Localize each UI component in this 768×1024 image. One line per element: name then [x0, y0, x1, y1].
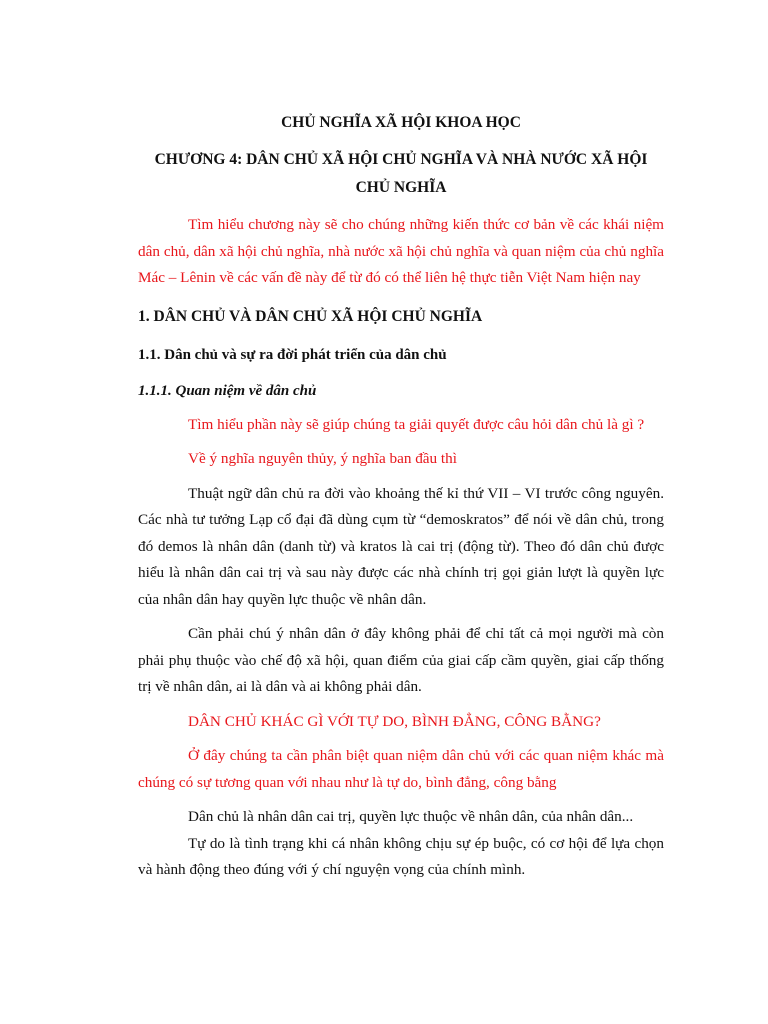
section-1-1-1-heading: 1.1.1. Quan niệm về dân chủ — [138, 382, 317, 399]
section-1-heading: 1. DÂN CHỦ VÀ DÂN CHỦ XÃ HỘI CHỦ NGHĨA — [138, 307, 483, 325]
chapter-title: CHƯƠNG 4: DÂN CHỦ XÃ HỘI CHỦ NGHĨA VÀ NHÀ NƯỚC XÃ HỘI CHỦ NGHĨA — [154, 151, 648, 196]
distinguish-paragraph: Ở đây chúng ta cần phân biệt quan niệm dân chủ với các quan niệm khác mà chúng có sự tương quan với nhau như là tự do, bình đẳng, công bằng — [138, 747, 664, 791]
document-body — [138, 110, 664, 884]
compare-question-paragraph: DÂN CHỦ KHÁC GÌ VỚI TỰ DO, BÌNH ĐẲNG, CÔNG BẰNG? — [188, 712, 601, 730]
democracy-definition-paragraph: Dân chủ là nhân dân cai trị, quyền lực thuộc về nhân dân, của nhân dân... — [188, 808, 634, 825]
freedom-definition-paragraph: Tự do là tình trạng khi cá nhân không chịu sự ép buộc, có cơ hội để lựa chọn và hành động theo đúng với ý chí nguyện vọng của chính mình. — [138, 834, 664, 878]
people-note-paragraph: Cần phải chú ý nhân dân ở đây không phải để chỉ tất cả mọi người mà còn phải phụ thuộc vào chế độ xã hội, quan điểm của giai cấp cầm quyền, giai cấp thống trị về nhân dân, ai là dân và ai không phải dân. — [138, 625, 664, 695]
origin-meaning-paragraph: Về ý nghĩa nguyên thủy, ý nghĩa ban đầu thì — [188, 450, 457, 467]
question-paragraph: Tìm hiểu phần này sẽ giúp chúng ta giải quyết được câu hỏi dân chủ là gì ? — [188, 415, 645, 433]
chapter-intro-paragraph: Tìm hiểu chương này sẽ cho chúng những kiến thức cơ bản về các khái niệm dân chủ, dân xã hội chủ nghĩa, nhà nước xã hội chủ nghĩa và quan niệm của chủ nghĩa Mác – Lênin về các vấn đề này để từ đó có thể liên hệ thực tiễn Việt Nam hiện nay — [138, 216, 664, 286]
section-1-1-heading: 1.1. Dân chủ và sự ra đời phát triển của dân chủ — [138, 346, 447, 363]
document-title: CHỦ NGHĨA XÃ HỘI KHOA HỌC — [281, 114, 521, 131]
term-origin-paragraph: Thuật ngữ dân chủ ra đời vào khoảng thế kỉ thứ VII – VI trước công nguyên. Các nhà tư tưởng Lạp cổ đại đã dùng cụm từ “demoskratos” để nói về dân chủ, trong đó demos là nhân dân (danh từ) và kratos là cai trị (động từ). Theo đó dân chủ được hiểu là nhân dân cai trị và sau này được các nhà chính trị gọi giản lượt là quyền lực của nhân dân hay quyền lực thuộc về nhân dân. — [138, 484, 664, 608]
